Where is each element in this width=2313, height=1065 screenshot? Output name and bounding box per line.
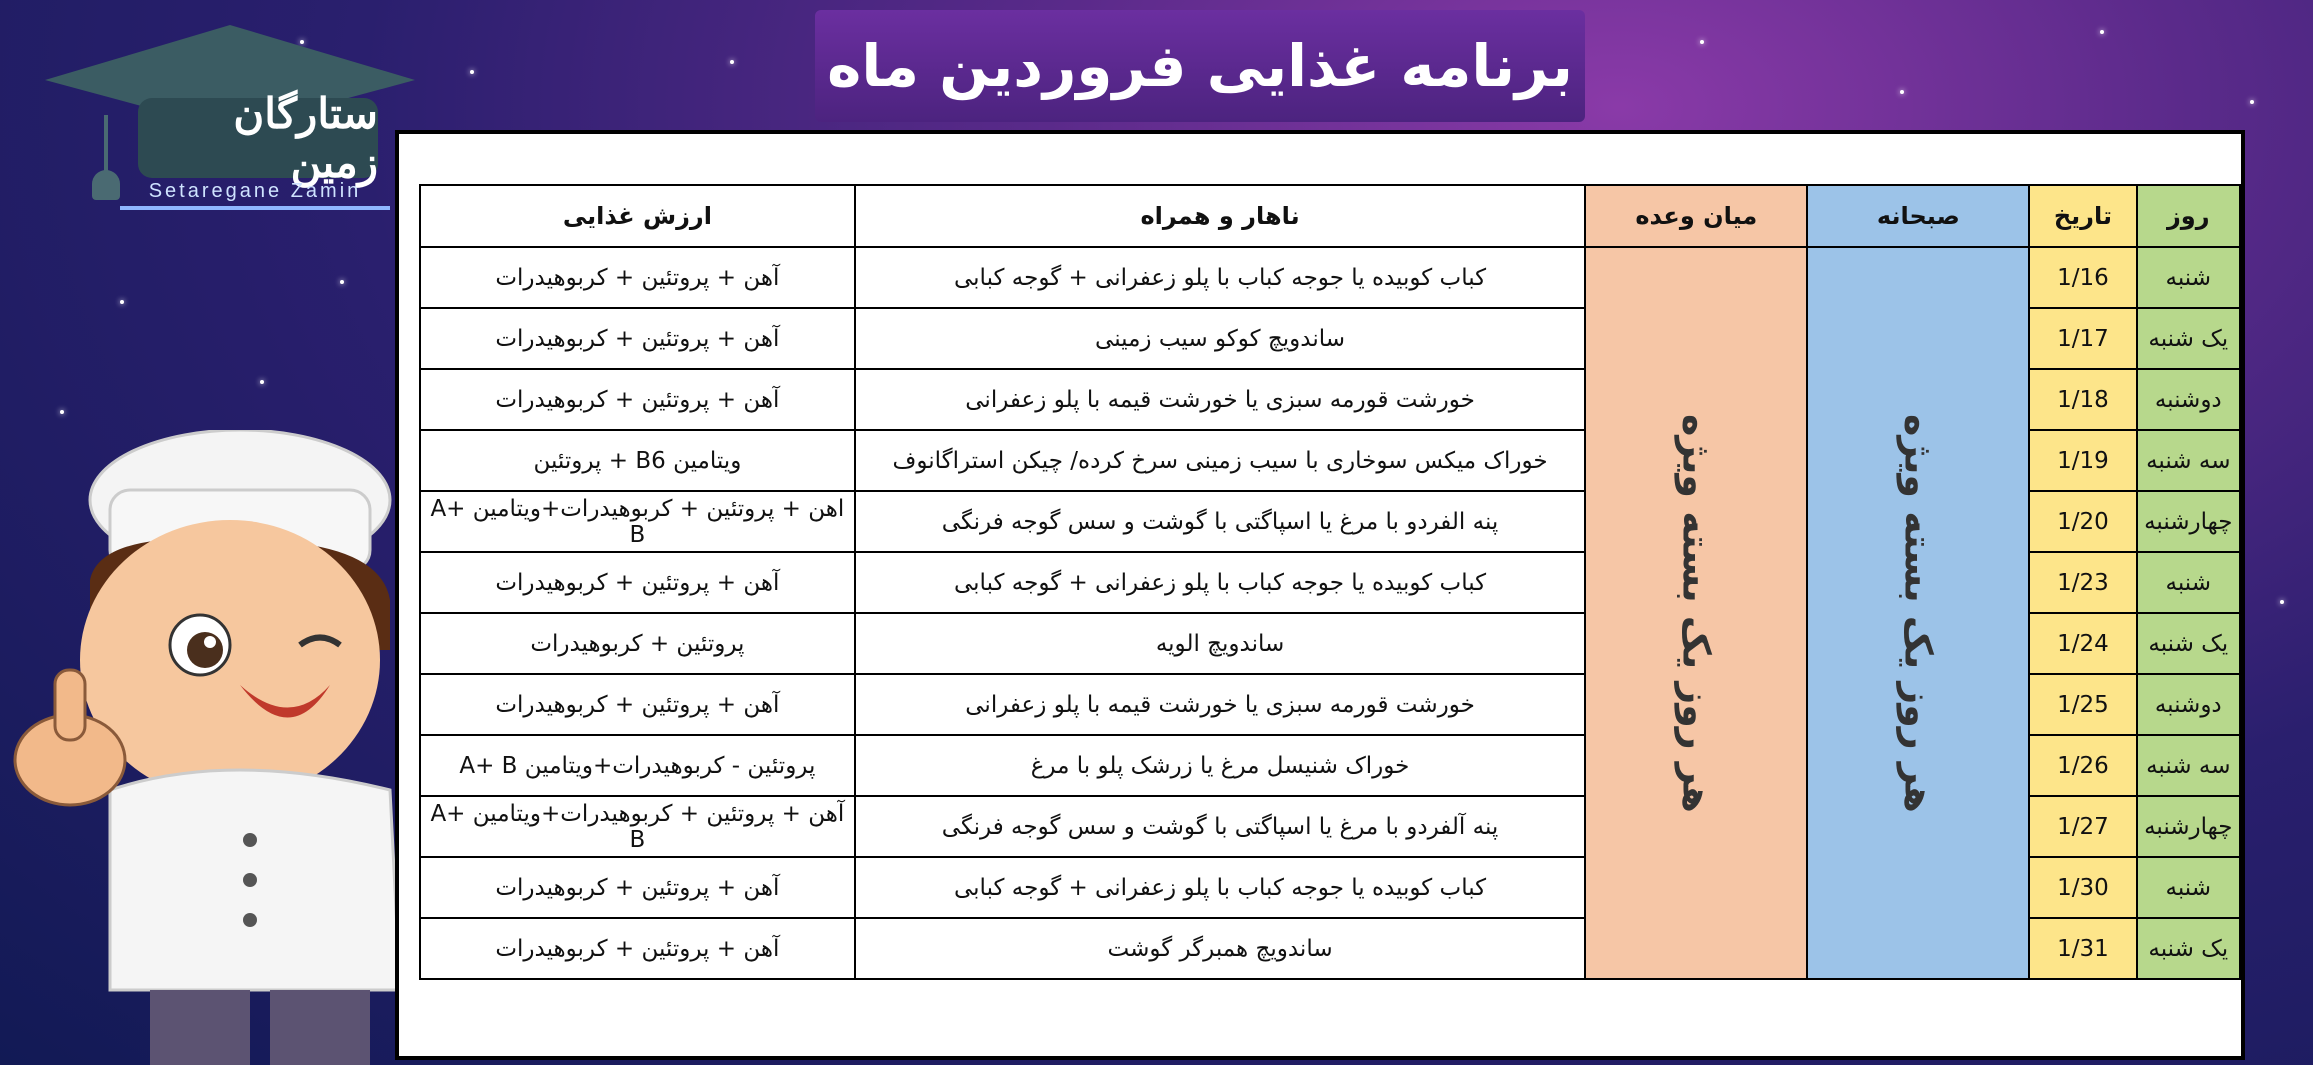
breakfast-merged-cell	[1807, 247, 2029, 979]
cell-day: شنبه	[2137, 247, 2240, 308]
cell-day: دوشنبه	[2137, 674, 2240, 735]
logo-name: ستارگان زمین	[233, 89, 378, 187]
cell-date: 1/16	[2029, 247, 2136, 308]
cell-lunch: پنه الفردو با مرغ یا اسپاگتی با گوشت و سس گوجه فرنگی	[855, 491, 1586, 552]
cell-lunch: کباب کوبیده یا جوجه کباب با پلو زعفرانی + گوجه کبابی	[855, 247, 1586, 308]
cell-date: 1/25	[2029, 674, 2136, 735]
cell-date: 1/30	[2029, 857, 2136, 918]
chef-boy-illustration	[0, 430, 420, 1065]
cell-day: یک شنبه	[2137, 308, 2240, 369]
cell-lunch: کباب کوبیده یا جوجه کباب با پلو زعفرانی + گوجه کبابی	[855, 857, 1586, 918]
logo-badge	[138, 89, 378, 187]
header-lunch: ناهار و همراه	[855, 185, 1586, 247]
title-banner	[815, 10, 1585, 122]
cell-date: 1/26	[2029, 735, 2136, 796]
cell-lunch: خورشت قورمه سبزی یا خورشت قیمه با پلو زعفرانی	[855, 674, 1586, 735]
cell-day: یک شنبه	[2137, 918, 2240, 979]
cell-day: سه شنبه	[2137, 735, 2240, 796]
star	[340, 280, 344, 284]
cell-date: 1/19	[2029, 430, 2136, 491]
cell-value: آهن + پروتئین + کربوهیدرات	[420, 369, 855, 430]
header-date: تاریخ	[2029, 185, 2136, 247]
snack-merged-cell	[1585, 247, 1807, 979]
cell-day: یک شنبه	[2137, 613, 2240, 674]
star	[2280, 600, 2284, 604]
star	[2250, 100, 2254, 104]
header-day: روز	[2137, 185, 2240, 247]
cell-value: پروتئین - کربوهیدرات+ویتامین A+ B	[420, 735, 855, 796]
cell-value: آهن + پروتئین + کربوهیدرات+ویتامین A+ B	[420, 796, 855, 857]
table-row	[420, 247, 2240, 308]
cell-value: اهن + پروتئین + کربوهیدرات+ویتامین A+ B	[420, 491, 855, 552]
cell-lunch: ساندویچ الویه	[855, 613, 1586, 674]
table-header-row	[420, 185, 2240, 247]
cell-lunch: خورشت قورمه سبزی یا خورشت قیمه با پلو زعفرانی	[855, 369, 1586, 430]
cell-lunch: ساندویچ کوکو سیب زمینی	[855, 308, 1586, 369]
menu-panel	[395, 130, 2245, 1060]
cell-date: 1/31	[2029, 918, 2136, 979]
cell-lunch: خوراک میکس سوخاری با سیب زمینی سرخ کرده/ چیکن استراگانوف	[855, 430, 1586, 491]
logo-latin-name: Setaregane Zamin	[148, 180, 362, 202]
page-title: برنامه غذایی فروردین ماه	[827, 32, 1573, 100]
star	[470, 70, 474, 74]
cell-value: آهن + پروتئین + کربوهیدرات	[420, 918, 855, 979]
snack-text: هر روز یک بسته ویژه	[1674, 413, 1719, 813]
logo-underline	[120, 206, 390, 210]
cell-date: 1/27	[2029, 796, 2136, 857]
cell-value: آهن + پروتئین + کربوهیدرات	[420, 552, 855, 613]
header-value: ارزش غذایی	[420, 185, 855, 247]
cell-lunch: خوراک شنیسل مرغ یا زرشک پلو با مرغ	[855, 735, 1586, 796]
tassel-end	[92, 170, 120, 200]
cell-value: ویتامین B6 + پروتئین	[420, 430, 855, 491]
star	[1700, 40, 1704, 44]
cell-date: 1/17	[2029, 308, 2136, 369]
star	[730, 60, 734, 64]
cell-day: شنبه	[2137, 857, 2240, 918]
cell-value: آهن + پروتئین + کربوهیدرات	[420, 857, 855, 918]
cell-date: 1/18	[2029, 369, 2136, 430]
cell-day: دوشنبه	[2137, 369, 2240, 430]
star	[1900, 90, 1904, 94]
cell-lunch: پنه آلفردو با مرغ یا اسپاگتی با گوشت و سس گوجه فرنگی	[855, 796, 1586, 857]
cell-day: سه شنبه	[2137, 430, 2240, 491]
cell-date: 1/23	[2029, 552, 2136, 613]
cell-date: 1/24	[2029, 613, 2136, 674]
cell-day: چهارشنبه	[2137, 491, 2240, 552]
cell-value: آهن + پروتئین + کربوهیدرات	[420, 308, 855, 369]
header-snack: میان وعده	[1585, 185, 1807, 247]
star	[260, 380, 264, 384]
cell-date: 1/20	[2029, 491, 2136, 552]
cell-lunch: کباب کوبیده یا جوجه کباب با پلو زعفرانی + گوجه کبابی	[855, 552, 1586, 613]
header-breakfast: صبحانه	[1807, 185, 2029, 247]
star	[120, 300, 124, 304]
cell-day: شنبه	[2137, 552, 2240, 613]
menu-table	[419, 184, 2241, 980]
breakfast-text: هر روز یک بسته ویژه	[1896, 413, 1941, 813]
cell-value: آهن + پروتئین + کربوهیدرات	[420, 247, 855, 308]
star	[2100, 30, 2104, 34]
cell-value: پروتئین + کربوهیدرات	[420, 613, 855, 674]
cell-day: چهارشنبه	[2137, 796, 2240, 857]
star	[60, 410, 64, 414]
cell-lunch: ساندویچ همبرگر گوشت	[855, 918, 1586, 979]
cell-value: آهن + پروتئین + کربوهیدرات	[420, 674, 855, 735]
tassel	[104, 115, 108, 175]
logo	[40, 20, 420, 200]
